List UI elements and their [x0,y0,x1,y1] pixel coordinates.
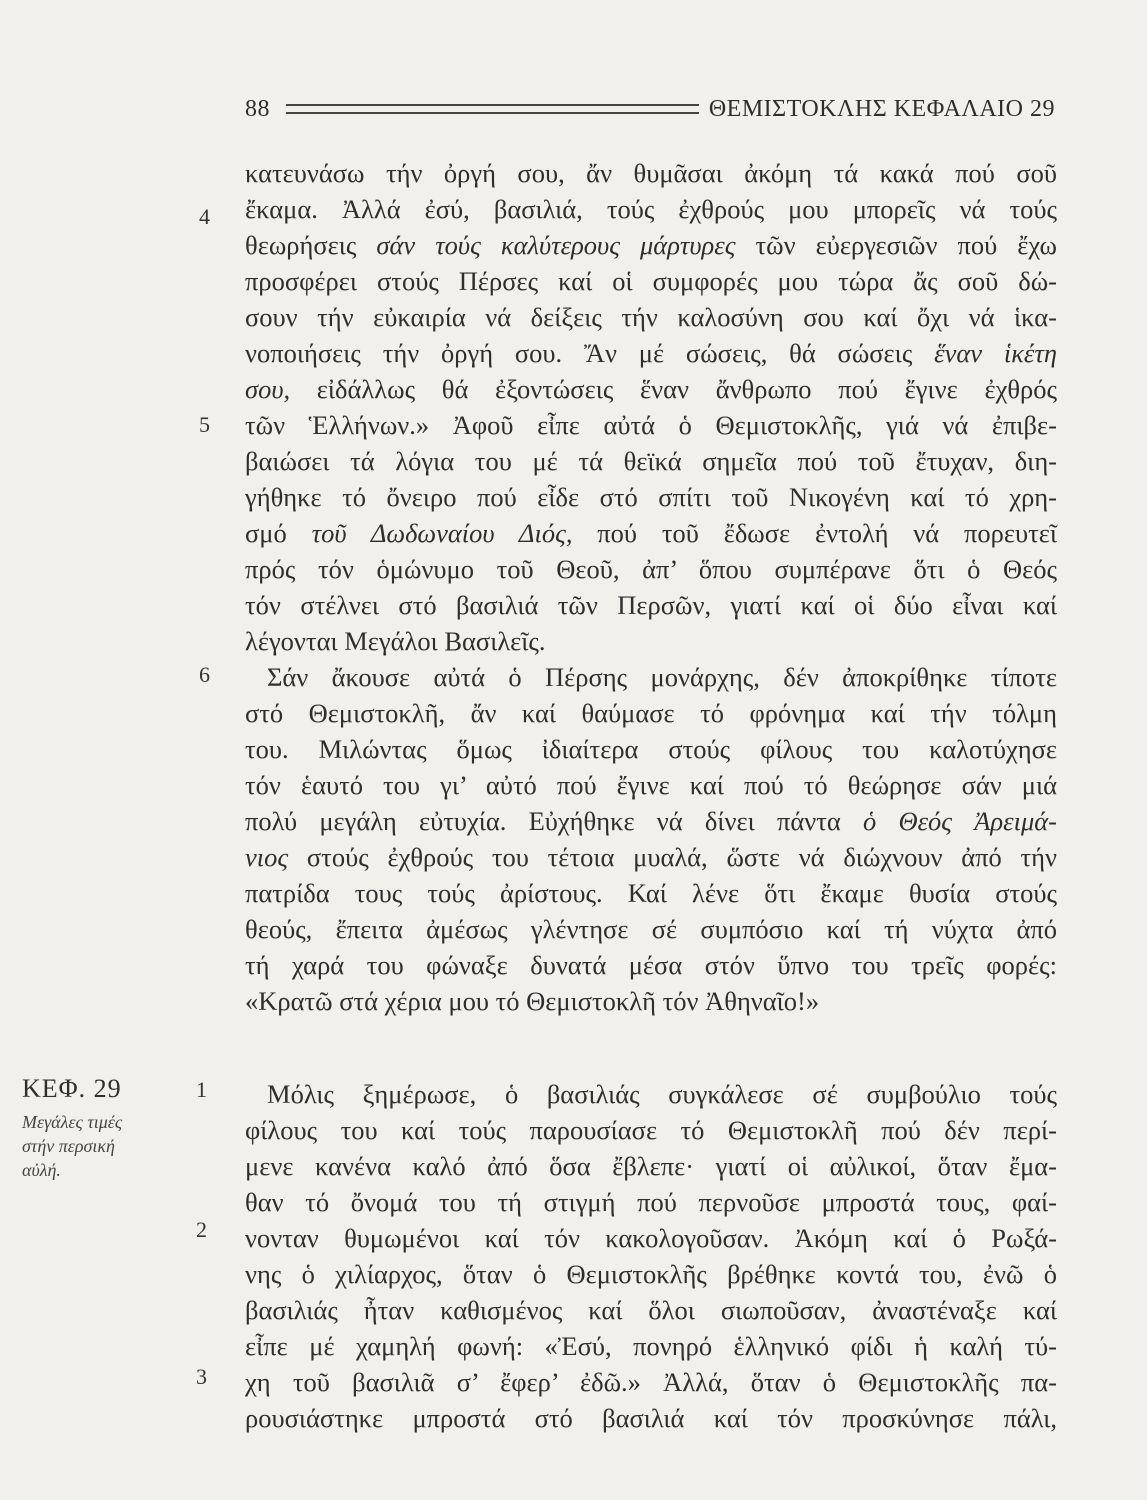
italic-phrase: σου, [245,374,291,404]
text-span: σουν τήν εὐκαιρία νά δείξεις τήν καλοσύνη σου καί ὄχι νά ἱκα- [245,302,1057,332]
text-span: θεούς, ἔπειτα ἀμέσως γλέντησε σέ συμπόσιο καί τή νύχτα ἀπό [245,914,1057,944]
text-span: πολύ μεγάλη εὐτυχία. Εὐχήθηκε νά δίνει πάντα [245,806,863,836]
text-span: τῶν Ἑλλήνων.» Ἀφοῦ εἶπε αὐτά ὁ Θεμιστοκλῆς, γιά νά ἐπιβε- [245,410,1057,440]
text-span: εἶπε μέ χαμηλή φωνή: «Ἐσύ, πονηρό ἑλληνικό φίδι ἡ καλή τύ- [245,1331,1057,1361]
text-span: ἔκαμα. Ἀλλά ἐσύ, βασιλιά, τούς ἐχθρούς μου μπορεῖς νά τούς [245,194,1057,224]
text-span: ρουσιάστηκε μπροστά στό βασιλιά καί τόν προσκύνησε πάλι, [245,1403,1057,1433]
text-line [245,839,1057,875]
text-line [245,875,1057,911]
text-span: θεωρήσεις [245,230,377,260]
text-span: θαν τό ὄνομά του τή στιγμή πού περνοῦσε μπροστά τους, φαί- [245,1187,1057,1217]
text-span: νονταν θυμωμένοι καί τόν κακολογοῦσαν. Ἀκόμη καί ὁ Ρωξά- [245,1223,1057,1253]
text-line [245,803,1057,839]
text-line [245,1364,1057,1400]
text-line [245,659,1057,695]
running-title: ΘΕΜΙΣΤΟΚΛΗΣ ΚΕΦΑΛΑΙΟ 29 [708,95,1055,122]
header-rule [286,104,699,114]
text-span: τῶν εὐεργεσιῶν πού ἔχω [735,230,1057,260]
text-span: φίλους του καί τούς παρουσίασε τό Θεμιστοκλῆ πού δέν περί- [245,1115,1057,1145]
text-line [245,1400,1057,1436]
text-span: στούς ἐχθρούς του τέτοια μυαλά, ὥστε νά διώχνουν ἀπό τήν [288,842,1057,872]
italic-phrase: ὁ Θεός Ἀρειμά- [862,806,1057,836]
text-span: νοποιήσεις τήν ὀργή σου. Ἄν μέ σώσεις, θά σώσεις [245,338,935,368]
section-number: 4 [199,204,210,229]
text-span: προσφέρει στούς Πέρσες καί οἱ συμφορές μου τώρα ἄς σοῦ δώ- [245,266,1057,296]
text-line [245,407,1057,443]
text-line [245,623,1057,659]
chapter-sidenote [22,1074,172,1182]
text-span: γήθηκε τό ὄνειρο πού εἶδε στό σπίτι τοῦ Νικογένη καί τό χρη- [245,482,1057,512]
italic-phrase: νιος [245,842,289,872]
text-span: χη τοῦ βασιλιᾶ σ’ ἔφερ’ ἐδῶ.» Ἀλλά, ὅταν ὁ Θεμιστοκλῆς πα- [245,1367,1057,1397]
text-span: πρός τόν ὁμώνυμο τοῦ Θεοῦ, ἀπ’ ὅπου συμπέρανε ὅτι ὁ Θεός [245,554,1057,584]
text-line [245,767,1057,803]
text-line [245,1076,1057,1112]
chapter-summary [22,1110,172,1182]
text-line [245,731,1057,767]
chapter-label: ΚΕΦ. 29 [22,1074,122,1103]
text-span: κατευνάσω τήν ὀργή σου, ἄν θυμᾶσαι ἀκόμη τά κακά πού σοῦ [245,158,1057,188]
text-span: Μόλις ξημέρωσε, ὁ βασιλιάς συγκάλεσε σέ συμβούλιο τούς [267,1079,1057,1109]
text-span: μενε κανένα καλό ἀπό ὅσα ἔβλεπε· γιατί οἱ αὐλικοί, ὅταν ἔμα- [245,1151,1057,1181]
italic-phrase: τοῦ Δωδωναίου Διός, [311,518,573,548]
text-line [245,335,1057,371]
text-line [245,1292,1057,1328]
chapter-summary-line: Μεγάλες τιμές [22,1112,123,1132]
text-line [245,1328,1057,1364]
text-line [245,1220,1057,1256]
text-span: βαιώσει τά λόγια του μέ τά θεϊκά σημεῖα πού τοῦ ἔτυχαν, διη- [245,446,1057,476]
text-line [245,695,1057,731]
text-line [245,947,1057,983]
text-line [245,263,1057,299]
text-span: τόν ἑαυτό του γι’ αὐτό πού ἔγινε καί πού τό θεώρησε σάν μιά [245,770,1057,800]
text-span: «Κρατῶ στά χέρια μου τό Θεμιστοκλῆ τόν Ἀθηναῖο!» [245,986,820,1016]
section-number: 3 [196,1364,207,1389]
text-span: εἰδάλλως θά ἐξοντώσεις ἕναν ἄνθρωπο πού ἔγινε ἐχθρός [290,374,1057,404]
text-line [245,1112,1057,1148]
section-number: 6 [199,662,210,687]
text-span: νης ὁ χιλίαρχος, ὅταν ὁ Θεμιστοκλῆς βρέθηκε κοντά του, ἐνῶ ὁ [245,1259,1057,1289]
text-line [245,911,1057,947]
text-span: του. Μιλώντας ὅμως ἰδιαίτερα στούς φίλους του καλοτύχησε [245,734,1057,764]
section-gap [245,1019,1057,1076]
text-line [245,587,1057,623]
text-line [245,515,1057,551]
text-span: στό Θεμιστοκλῆ, ἄν καί θαύμασε τό φρόνημα καί τήν τόλμη [245,698,1057,728]
text-line [245,1184,1057,1220]
chapter-summary-line: αὐλή. [22,1160,61,1180]
text-line [245,155,1057,191]
text-span: Σάν ἄκουσε αὐτά ὁ Πέρσης μονάρχης, δέν ἀποκρίθηκε τίποτε [267,662,1057,692]
text-line [245,551,1057,587]
text-line [245,191,1057,227]
text-span: σμό [245,518,312,548]
text-line [245,371,1057,407]
text-line [245,983,1057,1019]
text-span: βασιλιάς ἦταν καθισμένος καί ὅλοι σιωποῦσαν, ἀναστέναξε καί [245,1295,1057,1325]
text-span: τή χαρά του φώναξε δυνατά μέσα στόν ὕπνο του τρεῖς φορές: [245,950,1057,980]
text-line [245,1256,1057,1292]
section-number: 1 [196,1077,207,1102]
italic-phrase: ἕναν ἱκέτη [934,338,1057,368]
text-span: πού τοῦ ἔδωσε ἐντολή νά πορευτεῖ [572,518,1057,548]
text-line [245,299,1057,335]
section-number: 5 [199,412,210,437]
text-line [245,227,1057,263]
text-line [245,1148,1057,1184]
text-line [245,479,1057,515]
chapter-summary-line: στήν περσική [22,1136,115,1156]
text-span: λέγονται Μεγάλοι Βασιλεῖς. [245,626,546,656]
text-span: πατρίδα τους τούς ἀρίστους. Καί λένε ὅτι ἔκαμε θυσία στούς [245,878,1057,908]
section-number: 2 [196,1217,207,1242]
running-header [245,92,1055,126]
page-number: 88 [245,95,270,122]
italic-phrase: σάν τούς καλύτερους μάρτυρες [376,230,736,260]
text-line [245,443,1057,479]
text-span: τόν στέλνει στό βασιλιά τῶν Περσῶν, γιατί καί οἱ δύο εἶναι καί [245,590,1057,620]
main-text [245,155,1057,1436]
